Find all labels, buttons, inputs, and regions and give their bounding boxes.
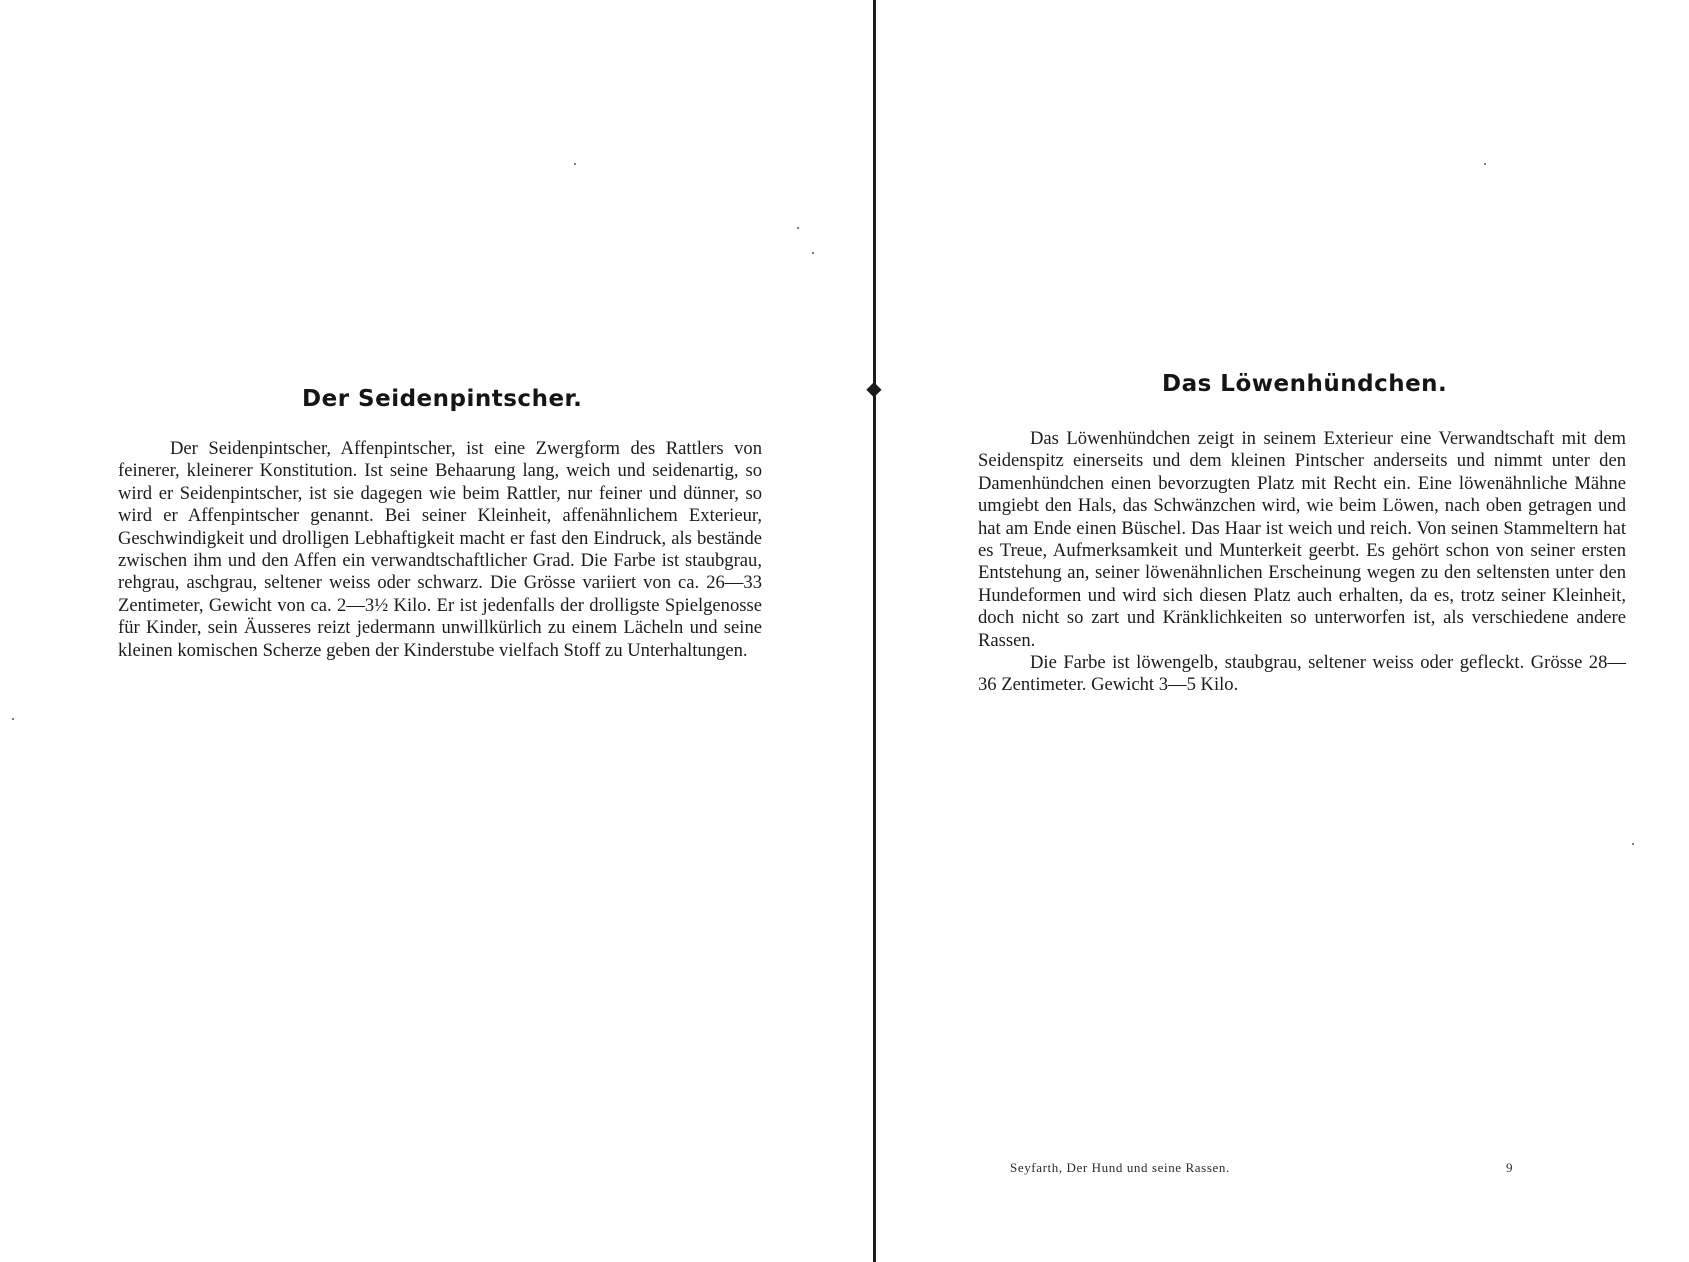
right-paragraph: Die Farbe ist löwengelb, staubgrau, seltener weiss oder gefleckt. Grösse 28—36 Zentimeter. Gewicht 3—5 Kilo. [978,652,1626,696]
left-page-body [118,438,762,662]
paper-speck [574,163,576,165]
paper-speck [1632,843,1634,845]
paper-speck [1484,163,1486,165]
footer-author: Seyfarth, Der Hund und seine Rassen. [1010,1160,1230,1175]
paper-speck [812,252,814,254]
right-paragraph: Das Löwenhündchen zeigt in seinem Exterieur eine Verwandtschaft mit dem Seidenspitz einerseits und dem kleinen Pintscher anderseits und nimmt unter den Damenhündchen einen bevorzugten Platz mit Recht ein. Eine löwenähnliche Mähne umgiebt den Hals, das Schwänzchen wird, wie beim Löwen, nach oben getragen und hat am Ende einen Büschel. Das Haar ist weich und reich. Von seinen Stammeltern hat es Treue, Aufmerksamkeit und Munterkeit geerbt. Es gehört schon von seiner ersten Entstehung an, seiner löwenähnlichen Erscheinung wegen zu den seltensten unter den Hundeformen und wird sich diesen Platz auch erhalten, da es, trotz seiner Kleinheit, doch nicht so zart und Kränklichkeiten so unterworfen ist, als verschiedene andere Rassen. [978,428,1626,651]
binding-mark-icon: ◆ [866,376,882,400]
right-page-title: Das Löwenhündchen. [1162,371,1448,397]
paper-speck [12,718,14,720]
right-page-body [978,428,1626,697]
right-page [876,0,1689,1262]
page-number: 9 [1506,1160,1513,1175]
left-page-title: Der Seidenpintscher. [302,386,583,412]
left-paragraph: Der Seidenpintscher, Affenpintscher, ist eine Zwergform des Rattlers von feinerer, kleinerer Konstitution. Ist seine Behaarung lang, weich und seidenartig, so wird er Seidenpintscher, ist sie dagegen wie beim Rattler, nur feiner und dünner, so wird er Affenpintscher genannt. Bei seiner Kleinheit, affenähnlichem Exterieur, Geschwindigkeit und drolligen Lebhaftigkeit macht er fast den Eindruck, als bestände zwischen ihm und den Affen ein verwandtschaftlicher Grad. Die Farbe ist staubgrau, rehgrau, aschgrau, seltener weiss oder schwarz. Die Grösse variiert von ca. 26—33 Zentimeter, Gewicht von ca. 2—3½ Kilo. Er ist jedenfalls der drolligste Spielgenosse für Kinder, sein Äusseres reizt jedermann unwillkürlich zu einem Lächeln und seine kleinen komischen Scherze geben der Kinderstube vielfach Stoff zu Unterhaltungen. [118,438,762,661]
paper-speck [797,227,799,229]
